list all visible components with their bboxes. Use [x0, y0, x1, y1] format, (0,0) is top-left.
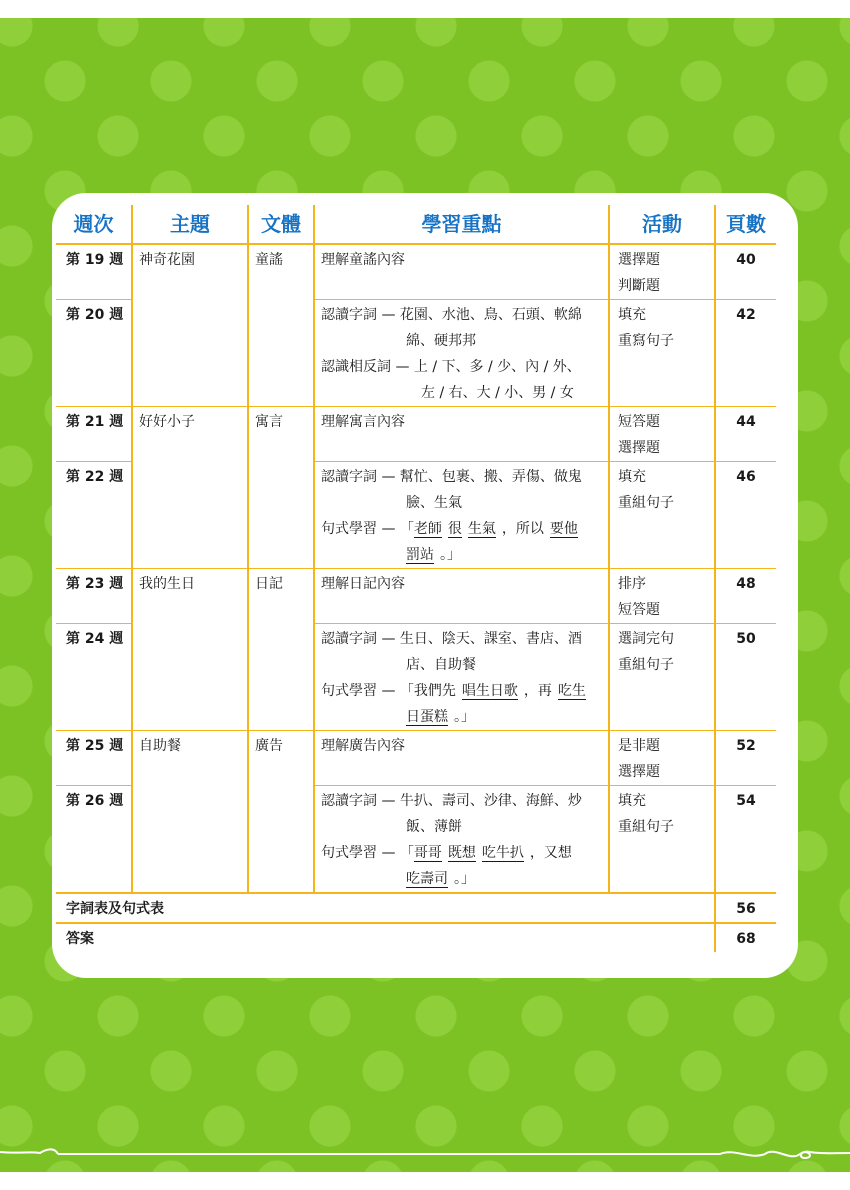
week-label: 第 21 週 — [56, 407, 132, 462]
focus-line: 認識相反詞 — 上 / 下、多 / 少、內 / 外、 — [321, 359, 581, 375]
focus-line: 理解日記內容 — [321, 576, 405, 592]
pattern-blank: 吃生 — [557, 683, 586, 699]
pattern-prefix: 句式學習 — 「我們先 — [321, 683, 456, 699]
header-row — [56, 205, 776, 244]
page-number: 44 — [715, 407, 776, 462]
activity-item: 重寫句子 — [618, 333, 674, 349]
pattern-blank: 唱生日歌 — [461, 683, 518, 699]
activity-item: 是非題 — [618, 738, 660, 754]
page-number: 68 — [715, 923, 776, 952]
activity-item: 排序 — [618, 576, 646, 592]
theme-cell: 神奇花園 — [132, 244, 248, 407]
sentence-pattern — [321, 840, 602, 866]
focus-cell — [314, 300, 609, 407]
activity-item: 重組句子 — [618, 495, 674, 511]
vocab-table-label: 字詞表及句式表 — [56, 893, 715, 923]
focus-cell — [314, 569, 609, 624]
pattern-mid: ，所以 — [501, 521, 544, 537]
pattern-blank: 哥哥 — [413, 845, 442, 861]
focus-line: 理解寓言內容 — [321, 414, 405, 430]
header-genre: 文體 — [248, 205, 314, 244]
focus-line: 認讀字詞 — 幫忙、包裹、搬、弄傷、做鬼 — [321, 469, 582, 485]
week-label: 第 23 週 — [56, 569, 132, 624]
activity-item: 填充 — [618, 469, 646, 485]
page-number: 40 — [715, 244, 776, 300]
focus-cell — [314, 407, 609, 462]
sentence-pattern — [321, 678, 602, 704]
table-row — [56, 407, 776, 462]
header-focus: 學習重點 — [314, 205, 609, 244]
pattern-mid: ，再 — [523, 683, 552, 699]
focus-line: 飯、薄餅 — [406, 819, 462, 835]
genre-cell: 廣告 — [248, 731, 314, 894]
table-row — [56, 244, 776, 300]
activity-item: 短答題 — [618, 414, 660, 430]
activity-cell — [609, 569, 715, 624]
pattern-blank: 很 — [447, 521, 462, 537]
page-number: 50 — [715, 624, 776, 731]
activity-cell — [609, 624, 715, 731]
activity-item: 選擇題 — [618, 764, 660, 780]
page-number: 56 — [715, 893, 776, 923]
pattern-blank: 吃牛扒 — [481, 845, 524, 861]
focus-cell — [314, 244, 609, 300]
sentence-pattern-cont — [321, 704, 602, 730]
week-label: 第 19 週 — [66, 252, 124, 268]
pattern-end: 。」 — [454, 871, 475, 887]
header-activity: 活動 — [609, 205, 715, 244]
focus-line: 理解廣告內容 — [321, 738, 405, 754]
theme-cell: 我的生日 — [132, 569, 248, 731]
week-label: 第 20 週 — [56, 300, 132, 407]
focus-cell — [314, 624, 609, 731]
focus-line: 臉、生氣 — [406, 495, 462, 511]
pattern-prefix: 句式學習 — 「 — [321, 521, 414, 537]
page-number: 52 — [715, 731, 776, 786]
genre-cell: 童謠 — [248, 244, 314, 407]
pattern-mid: ，又想 — [529, 845, 572, 861]
pattern-blank: 要他 — [549, 521, 578, 537]
focus-line: 理解童謠內容 — [321, 252, 405, 268]
activity-cell — [609, 786, 715, 894]
activity-cell — [609, 407, 715, 462]
activity-item: 填充 — [618, 307, 646, 323]
table-row — [56, 569, 776, 624]
page-number: 54 — [715, 786, 776, 894]
activity-item: 重組句子 — [618, 819, 674, 835]
answers-label: 答案 — [56, 923, 715, 952]
focus-cell — [314, 731, 609, 786]
header-page: 頁數 — [715, 205, 776, 244]
pattern-blank: 老師 — [413, 521, 442, 537]
pattern-blank: 日蛋糕 — [406, 709, 448, 725]
focus-line: 認讀字詞 — 生日、陰天、課室、書店、酒 — [321, 631, 582, 647]
page-number: 48 — [715, 569, 776, 624]
pattern-end: 。」 — [440, 547, 461, 563]
pattern-prefix: 句式學習 — 「 — [321, 845, 414, 861]
activity-cell — [609, 244, 715, 300]
decorative-squiggle-line — [0, 1138, 850, 1168]
activity-cell — [609, 731, 715, 786]
header-week: 週次 — [56, 205, 132, 244]
focus-line: 綿、硬邦邦 — [406, 333, 476, 349]
page-number: 46 — [715, 462, 776, 569]
header-theme: 主題 — [132, 205, 248, 244]
theme-cell: 好好小子 — [132, 407, 248, 569]
genre-cell: 寓言 — [248, 407, 314, 569]
pattern-blank: 生氣 — [467, 521, 496, 537]
focus-line: 認讀字詞 — 花園、水池、鳥、石頭、軟綿 — [321, 307, 582, 323]
activity-item: 選擇題 — [618, 440, 660, 456]
pattern-blank: 罰站 — [406, 547, 434, 563]
pattern-blank: 既想 — [447, 845, 476, 861]
pattern-end: 。」 — [454, 709, 475, 725]
activity-item: 選擇題 — [618, 252, 660, 268]
focus-cell — [314, 462, 609, 569]
sentence-pattern-cont — [321, 866, 602, 892]
theme-cell: 自助餐 — [132, 731, 248, 894]
focus-cell — [314, 786, 609, 894]
sentence-pattern — [321, 516, 602, 542]
sentence-pattern-cont — [321, 542, 602, 568]
activity-item: 短答題 — [618, 602, 660, 618]
page-number: 42 — [715, 300, 776, 407]
activity-item: 重組句子 — [618, 657, 674, 673]
week-label: 第 24 週 — [56, 624, 132, 731]
table-row — [56, 731, 776, 786]
week-label: 第 26 週 — [56, 786, 132, 894]
focus-line: 店、自助餐 — [406, 657, 476, 673]
week-label: 第 22 週 — [56, 462, 132, 569]
table-row — [56, 893, 776, 923]
focus-line: 左 / 右、大 / 小、男 / 女 — [421, 385, 574, 401]
pattern-blank: 吃壽司 — [406, 871, 448, 887]
focus-line: 認讀字詞 — 牛扒、壽司、沙律、海鮮、炒 — [321, 793, 582, 809]
activity-item: 判斷題 — [618, 278, 660, 294]
table-row — [56, 923, 776, 952]
activity-item: 填充 — [618, 793, 646, 809]
activity-item: 選詞完句 — [618, 631, 674, 647]
contents-table — [56, 205, 776, 952]
week-label: 第 25 週 — [56, 731, 132, 786]
activity-cell — [609, 300, 715, 407]
activity-cell — [609, 462, 715, 569]
genre-cell: 日記 — [248, 569, 314, 731]
